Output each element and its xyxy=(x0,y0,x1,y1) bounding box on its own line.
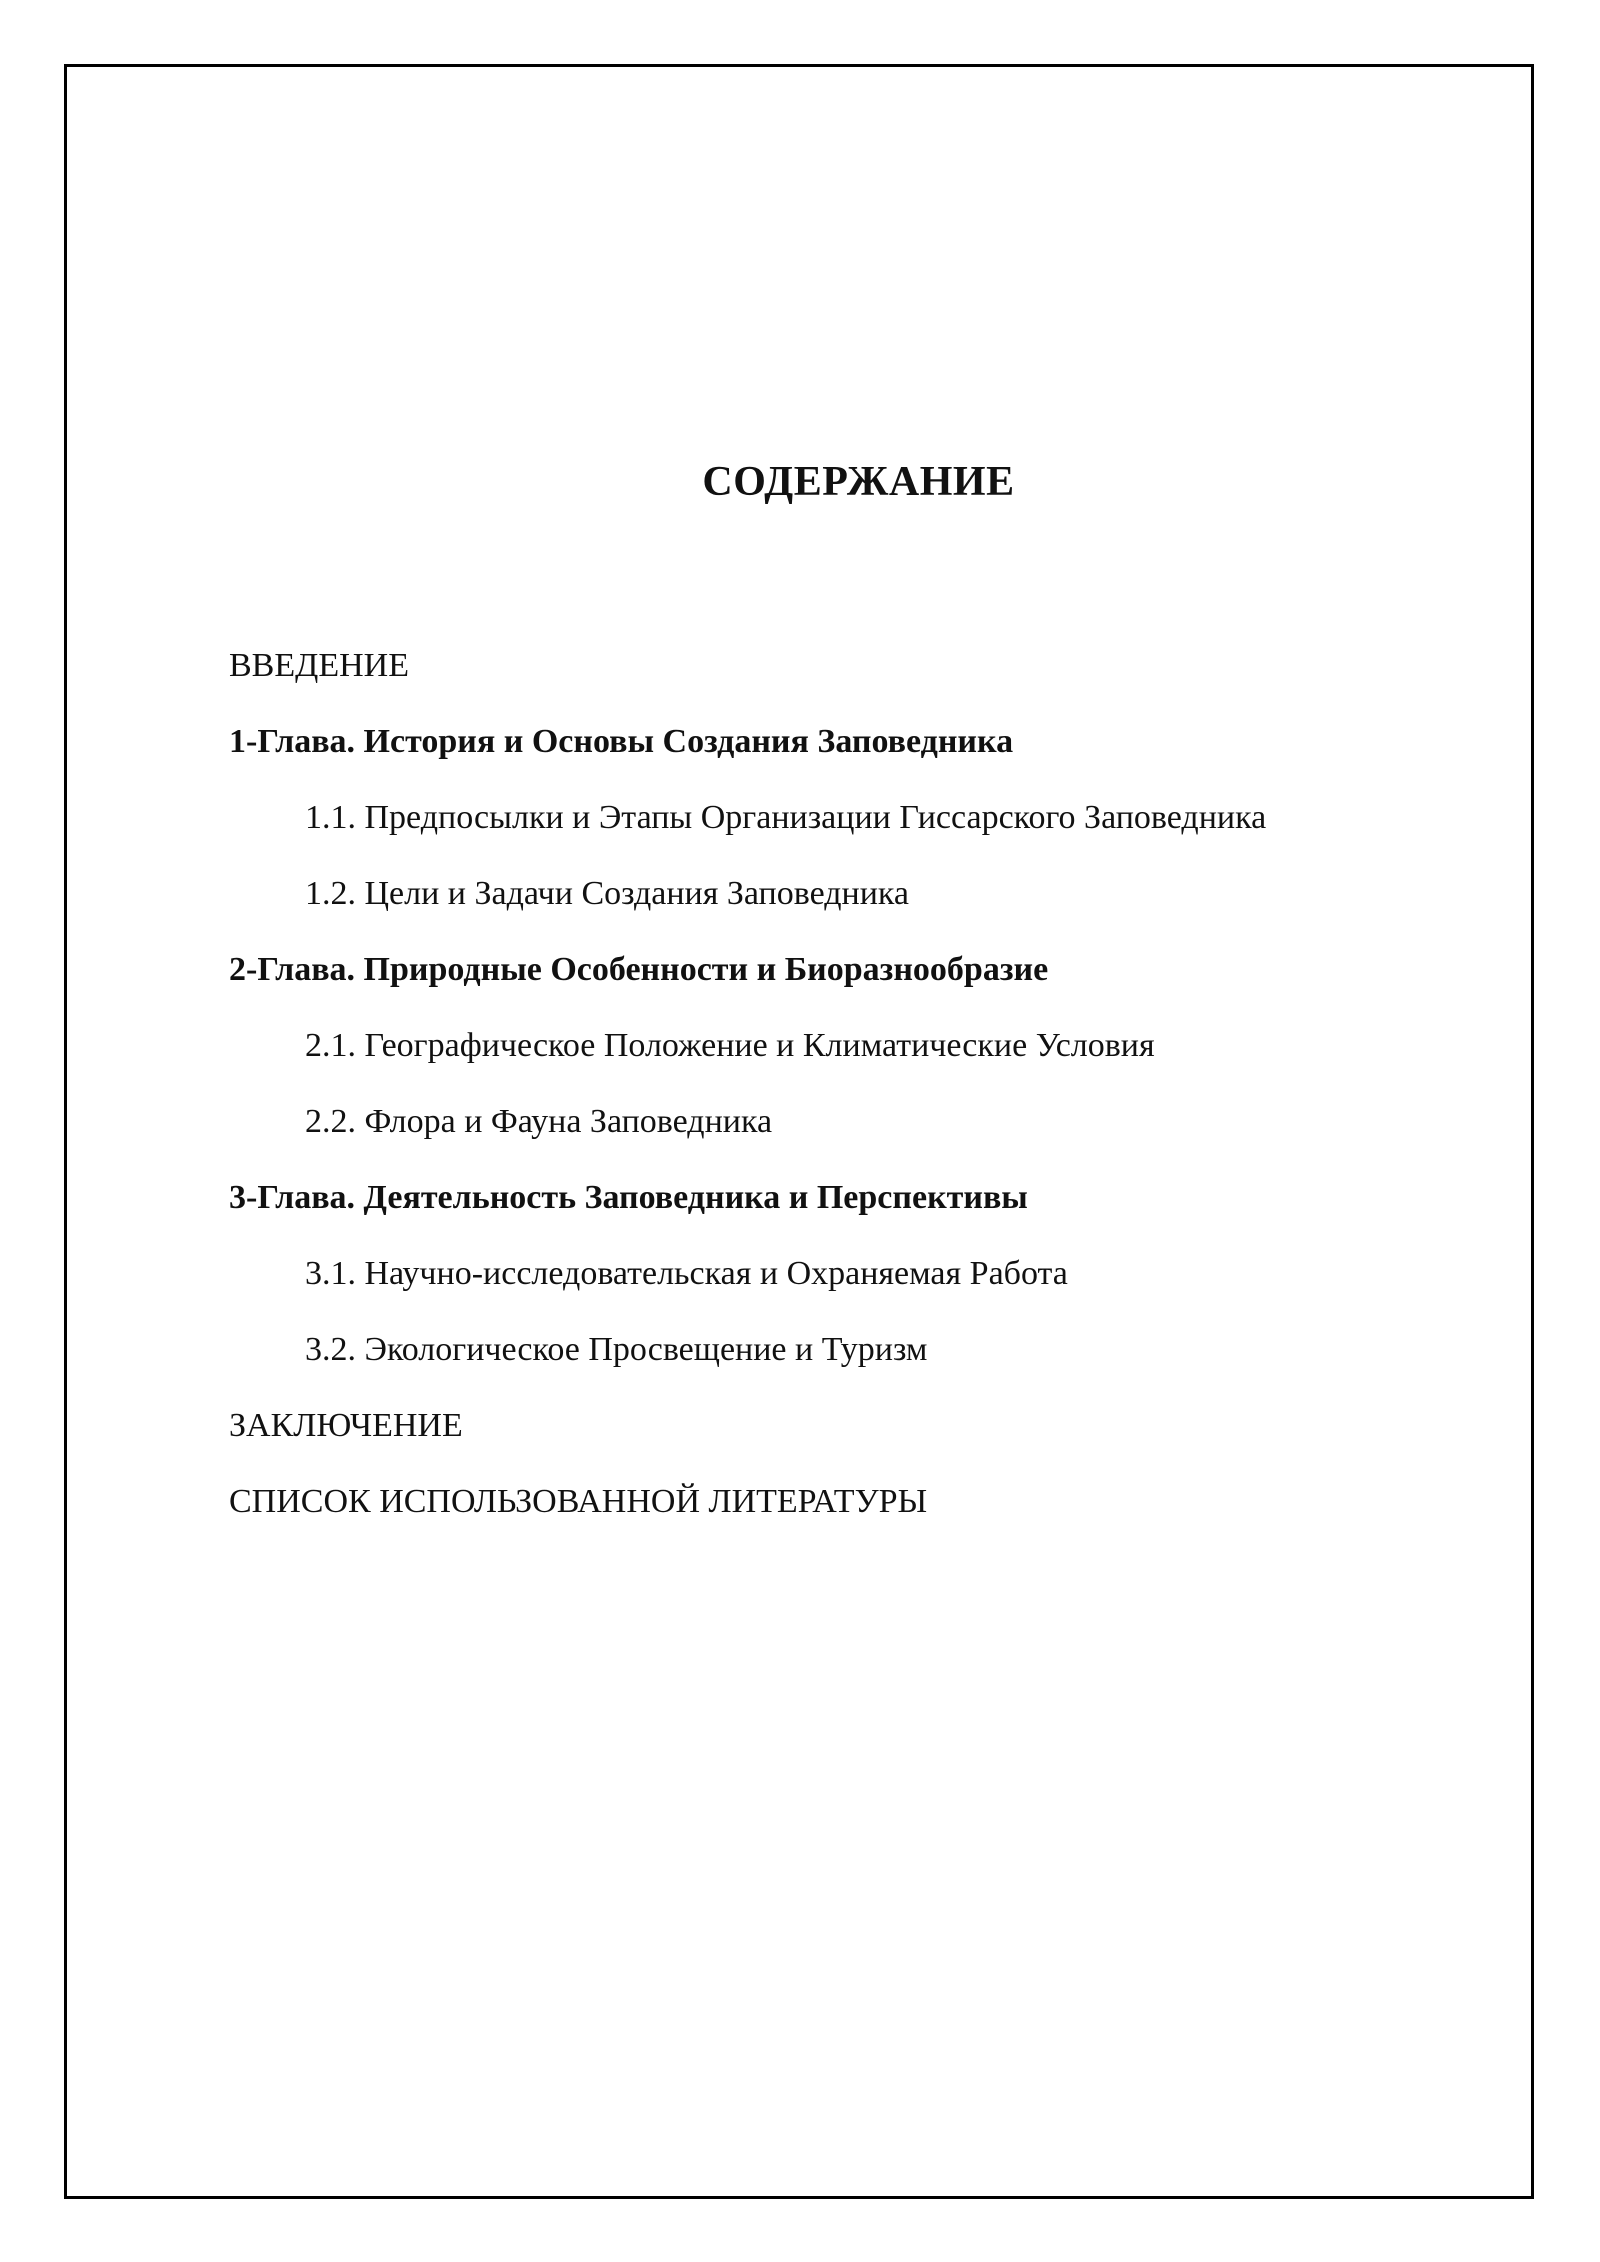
toc-section-3-1: 3.1. Научно-исследовательская и Охраняемая Работа xyxy=(305,1255,1068,1292)
toc-section-3-2: 3.2. Экологическое Просвещение и Туризм xyxy=(305,1331,928,1368)
toc-section-2-1: 2.1. Географическое Положение и Климатические Условия xyxy=(305,1027,1155,1064)
toc-entry-introduction: ВВЕДЕНИЕ xyxy=(229,647,409,684)
toc-section-2-2: 2.2. Флора и Фауна Заповедника xyxy=(305,1103,773,1140)
toc-chapter-3: 3-Глава. Деятельность Заповедника и Перспективы xyxy=(229,1179,1028,1216)
toc-chapter-1: 1-Глава. История и Основы Создания Заповедника xyxy=(229,723,1014,760)
toc-section-1-2: 1.2. Цели и Задачи Создания Заповедника xyxy=(305,875,910,912)
toc-entry-references: СПИСОК ИСПОЛЬЗОВАННОЙ ЛИТЕРАТУРЫ xyxy=(229,1483,928,1520)
toc-section-1-1: 1.1. Предпосылки и Этапы Организации Гиссарского Заповедника xyxy=(305,799,1267,836)
toc-entry-conclusion: ЗАКЛЮЧЕНИЕ xyxy=(229,1407,463,1444)
toc-title: СОДЕРЖАНИЕ xyxy=(702,459,1015,505)
toc-chapter-2: 2-Глава. Природные Особенности и Биоразнообразие xyxy=(229,951,1049,988)
toc-list xyxy=(229,638,1266,1550)
